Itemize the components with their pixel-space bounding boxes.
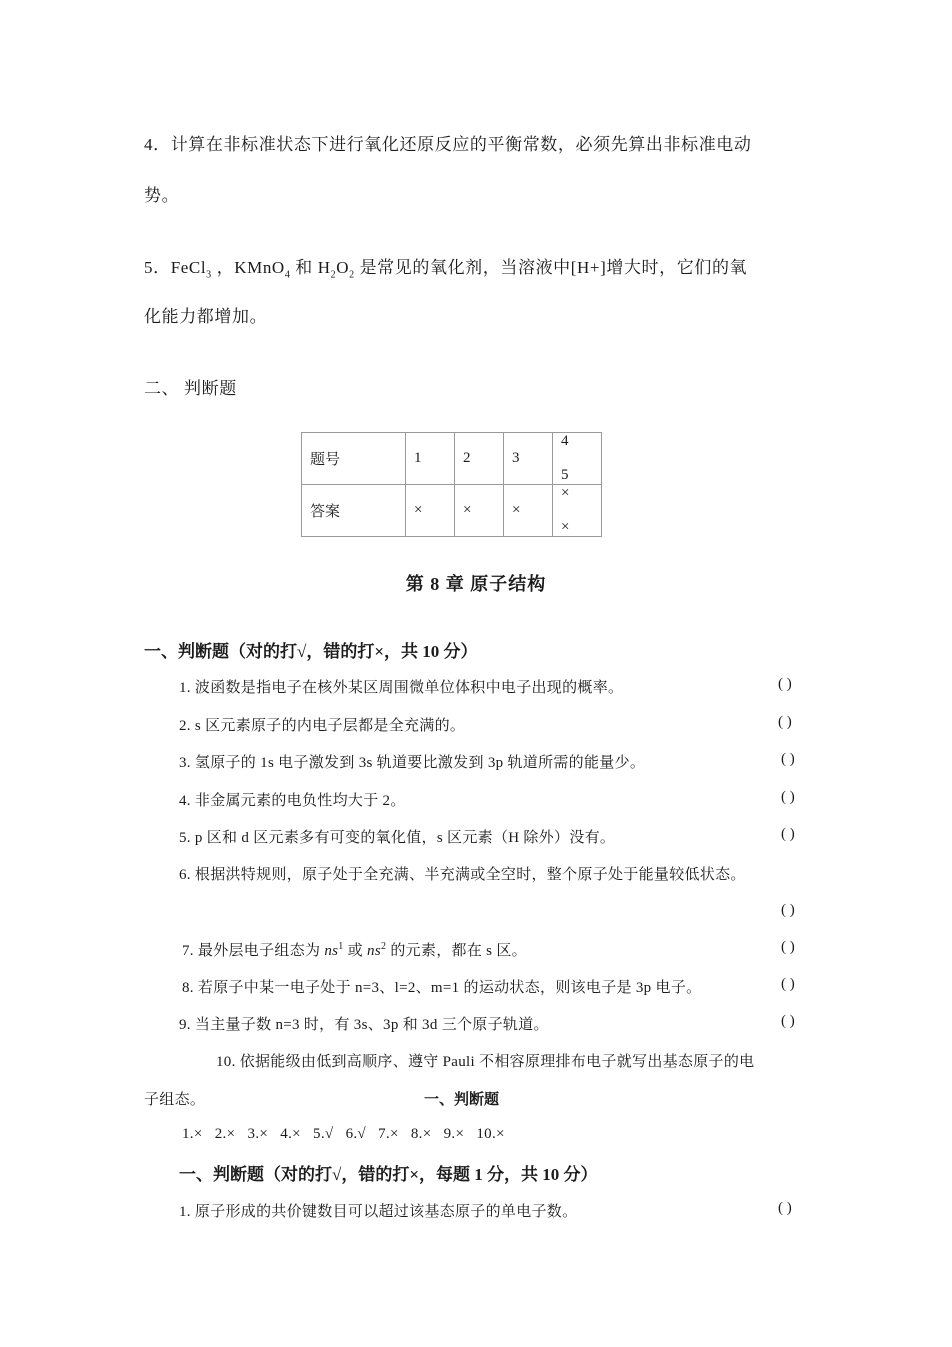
cell-number: 1 xyxy=(406,433,455,485)
item4-line1: 4．计算在非标准状态下进行氧化还原反应的平衡常数，必须先算出非标准电动 xyxy=(144,135,752,154)
question-10-line1: 10. 依据能级由低到高顺序、遵守 Pauli 不相容原理排布电子就写出基态原子的电 xyxy=(216,1054,755,1070)
question-4: 4. 非金属元素的电负性均大于 2。 xyxy=(179,793,406,809)
answer-blank[interactable]: ( ) xyxy=(781,751,795,767)
item5-line1: 5．FeCl$_3$ ，KMnO$_4$ 和 $H_2O_2$ 是常见的氧化剂，当溶液中[H+]增大时，它们的氧 xyxy=(144,258,748,281)
answer-blank[interactable]: ( ) xyxy=(778,676,792,692)
question-3: 3. 氢原子的 1s 电子激发到 3s 轨道要比激发到 3p 轨道所需的能量少。 xyxy=(179,755,646,771)
section-2-heading: 二、 判断题 xyxy=(144,379,237,398)
answer-blank[interactable]: ( ) xyxy=(781,939,795,955)
answer-blank[interactable]: ( ) xyxy=(781,826,795,842)
cell-number: 2 xyxy=(455,433,504,485)
question-1: 1. 波函数是指电子在核外某区周围微单位体积中电子出现的概率。 xyxy=(179,680,624,696)
question-2: 2. s 区元素原子的内电子层都是全充满的。 xyxy=(179,718,466,734)
answer-table xyxy=(301,432,602,537)
item5-line2: 化能力都增加。 xyxy=(144,307,268,326)
section-heading: 一、判断题（对的打√，错的打×，共 10 分） xyxy=(144,642,478,661)
cell-answer: × xyxy=(455,485,504,537)
answer-blank[interactable]: ( ) xyxy=(781,976,795,992)
cell-answer: × xyxy=(504,485,553,537)
answer-heading: 一、判断题 xyxy=(424,1092,500,1108)
cell-number: 3 xyxy=(504,433,553,485)
question-9: 9. 当主量子数 n=3 时，有 3s、3p 和 3d 三个原子轨道。 xyxy=(179,1017,549,1033)
question-5: 5. p 区和 d 区元素多有可变的氧化值，s 区元素（H 除外）没有。 xyxy=(179,830,616,846)
row-label-answer: 答案 xyxy=(302,485,406,537)
question-7: 7. 最外层电子组态为 $ns^1$ 或 $ns^2$ 的元素，都在 s 区。 xyxy=(182,941,527,959)
question-10-line2: 子组态。 xyxy=(144,1092,206,1108)
table-row xyxy=(302,433,602,485)
section-heading-2: 一、判断题（对的打√，错的打×，每题 1 分，共 10 分） xyxy=(179,1165,598,1184)
cell-number: 45 xyxy=(553,433,602,485)
question-8: 8. 若原子中某一电子处于 n=3、l=2、m=1 的运动状态，则该电子是 3p 电子。 xyxy=(182,980,702,996)
cell-answer: × xyxy=(406,485,455,537)
row-label-number: 题号 xyxy=(302,433,406,485)
answer-blank[interactable]: ( ) xyxy=(781,789,795,805)
next-question-1: 1. 原子形成的共价键数目可以超过该基态原子的单电子数。 xyxy=(179,1204,578,1220)
answer-blank[interactable]: ( ) xyxy=(778,1200,792,1216)
table-row xyxy=(302,485,602,537)
answer-blank[interactable]: ( ) xyxy=(781,1013,795,1029)
chapter-title: 第 8 章 原子结构 xyxy=(405,574,547,594)
answer-blank[interactable]: ( ) xyxy=(778,714,792,730)
cell-answer: ×× xyxy=(553,485,602,537)
answers-line: 1.× 2.× 3.× 4.× 5.√ 6.√ 7.× 8.× 9.× 10.× xyxy=(182,1126,505,1142)
item4-line2: 势。 xyxy=(144,186,180,205)
question-6: 6. 根据洪特规则，原子处于全充满、半充满或全空时，整个原子处于能量较低状态。 xyxy=(179,867,746,883)
answer-blank[interactable]: ( ) xyxy=(781,902,795,918)
